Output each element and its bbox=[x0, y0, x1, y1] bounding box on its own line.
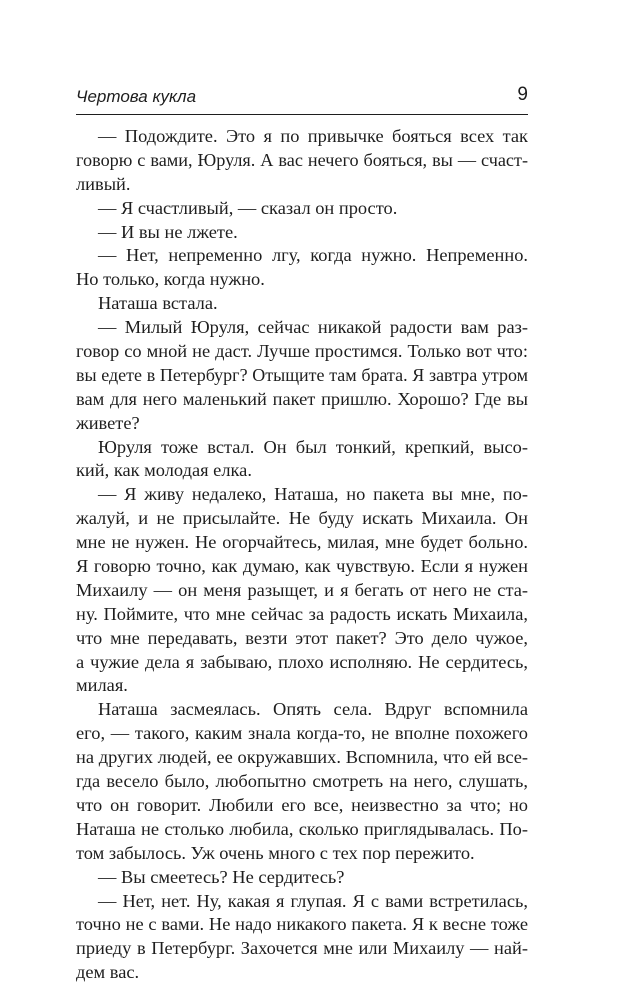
text-line: Юруля тоже встал. Он был тонкий, крепкий, высо- bbox=[98, 436, 528, 457]
text-line: гда весело было, любопытно смотреть на него, слушать, bbox=[76, 771, 528, 792]
text-line: говор со мной не даст. Лучше простимся. Только вот что: bbox=[76, 341, 528, 362]
running-head bbox=[76, 84, 528, 112]
text-line: Михаилу — он меня разыщет, и я бегать от него не ста- bbox=[76, 579, 528, 600]
text-line: — Вы смеетесь? Не сердитесь? bbox=[98, 866, 345, 887]
text-line: приеду в Петербург. Захочется мне или Михаилу — най- bbox=[76, 938, 528, 959]
text-line: его, — такого, каким знала когда-то, не вполне похожего bbox=[76, 723, 528, 744]
text-line: кий, как молодая елка. bbox=[76, 460, 252, 481]
text-line: Наташа засмеялась. Опять села. Вдруг вспомнила bbox=[98, 699, 528, 720]
text-line: милая. bbox=[76, 675, 128, 696]
text-line: вам для него маленький пакет пришлю. Хорошо? Где вы bbox=[76, 388, 528, 409]
text-line: мне не нужен. Не огорчайтесь, милая, мне будет больно. bbox=[76, 532, 528, 553]
text-line: говорю с вами, Юруля. А вас нечего бояться, вы — счаст- bbox=[76, 149, 528, 170]
text-line: — Подождите. Это я по привычке бояться всех так bbox=[98, 126, 528, 146]
header-rule bbox=[76, 114, 528, 115]
text-line: что мне передавать, везти этот пакет? Это дело чужое, bbox=[76, 627, 528, 648]
text-line: вы едете в Петербург? Отыщите там брата. Я завтра утром bbox=[76, 364, 528, 385]
text-line: ливый. bbox=[76, 173, 131, 194]
body-text bbox=[76, 125, 528, 985]
text-line: — Нет, нет. Ну, какая я глупая. Я с вами встретилась, bbox=[98, 890, 528, 911]
text-line: — Я живу недалеко, Наташа, но пакета вы мне, по- bbox=[98, 484, 528, 505]
text-line: — И вы не лжете. bbox=[98, 221, 238, 242]
text-line: ну. Поймите, что мне сейчас за радость искать Михаила, bbox=[76, 603, 528, 624]
text-line: Я говорю точно, как думаю, как чувствую. Если я нужен bbox=[76, 556, 528, 577]
text-line: точно не с вами. Не надо никакого пакета. Я к весне тоже bbox=[76, 914, 528, 935]
text-line: а чужие дела я забываю, плохо исполняю. Не сердитесь, bbox=[76, 651, 528, 672]
text-line: что он говорит. Любили его все, неизвестно за что; но bbox=[76, 794, 528, 815]
text-line: на других людей, ее окружавших. Вспомнила, что ей все- bbox=[76, 747, 528, 768]
text-line: дем вас. bbox=[76, 962, 140, 983]
page-number: 9 bbox=[517, 84, 528, 105]
text-line: Но только, когда нужно. bbox=[76, 269, 265, 290]
text-line: Наташа встала. bbox=[98, 293, 218, 314]
text-line: живете? bbox=[76, 412, 140, 433]
text-line: Наташа не столько любила, сколько приглядывалась. По- bbox=[76, 818, 528, 839]
text-line: — Я счастливый, — сказал он просто. bbox=[98, 197, 398, 218]
running-head-title: Чертова кукла bbox=[76, 87, 197, 106]
text-line: жалуй, и не присылайте. Не буду искать Михаила. Он bbox=[76, 508, 528, 529]
text-line: — Милый Юруля, сейчас никакой радости вам раз- bbox=[98, 317, 528, 338]
text-line: — Нет, непременно лгу, когда нужно. Непременно. bbox=[98, 245, 528, 266]
text-line: том забылось. Уж очень много с тех пор пережито. bbox=[76, 842, 475, 863]
